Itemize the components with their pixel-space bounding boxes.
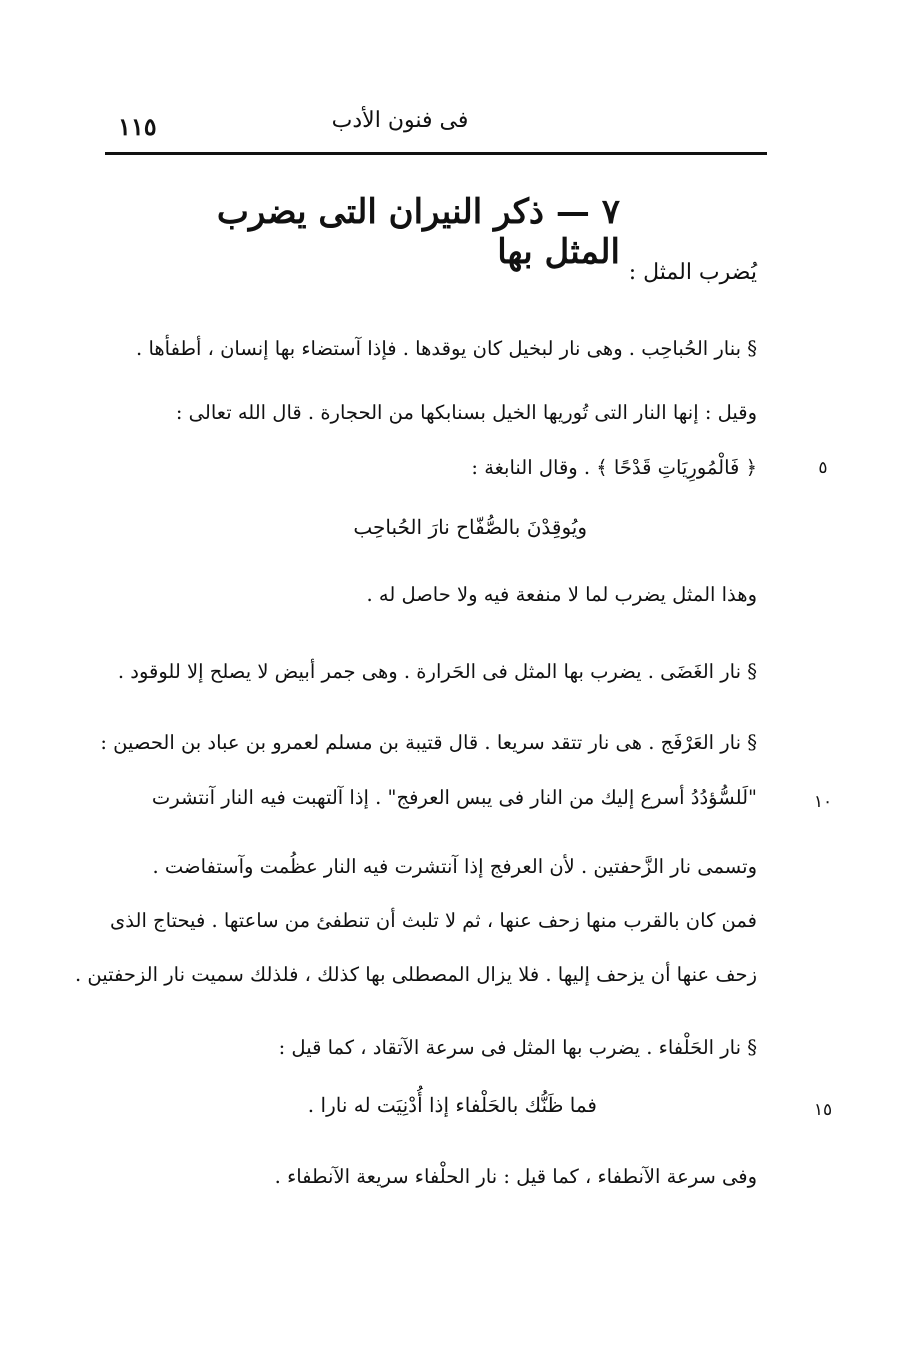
text-line-8: "لَلسُّؤدُدُ أسرع إليك من النار فى يبس العرفج" . إذا آلتهبت فيه النار آنتشرت bbox=[151, 786, 757, 809]
text-line-6: § نار الغَضَى . يضرب بها المثل فى الحَرارة . وهى جمر أبيض لا يصلح إلا للوقود . bbox=[117, 660, 757, 683]
text-line-1: يُضرب المثل : bbox=[628, 260, 757, 285]
text-line-11: زحف عنها أن يزحف إليها . فلا يزال المصطلى بها كذلك ، فلذلك سميت نار الزحفتين . bbox=[74, 963, 757, 986]
margin-line-number: ١٥ bbox=[813, 1100, 833, 1120]
text-line-12: § نار الحَلْفاء . يضرب بها المثل فى سرعة الآتقاد ، كما قيل : bbox=[278, 1036, 757, 1059]
text-line-9: وتسمى نار الزَّحفتين . لأن العرفج إذا آنتشرت فيه النار عظُمت وآستفاضت . bbox=[152, 855, 757, 878]
text-line-5: وهذا المثل يضرب لما لا منفعة فيه ولا حاصل له . bbox=[366, 583, 757, 606]
section-title: ٧ — ذكر النيران التى يضرب المثل بها bbox=[216, 192, 620, 272]
verse-1: ويُوقِدْنَ بالصُّفّاح نارَ الحُباحِب bbox=[353, 515, 587, 539]
text-line-3: وقيل : إنها النار التى تُوريها الخيل بسنابكها من الحجارة . قال الله تعالى : bbox=[175, 401, 757, 424]
margin-line-number: ٥ bbox=[818, 458, 828, 478]
margin-line-number: ١٠ bbox=[813, 792, 833, 812]
header-rule bbox=[105, 152, 767, 155]
page-number: ١١٥ bbox=[118, 112, 157, 141]
verse-2: فما ظَنُّك بالحَلْفاء إذا أُدْنِيَت له نارا . bbox=[307, 1093, 597, 1117]
text-line-7: § نار العَرْفَج . هى نار تتقد سريعا . قال قتيبة بن مسلم لعمرو بن عباد بن الحصين : bbox=[100, 731, 757, 754]
text-line-2: § بنار الحُباحِب . وهى نار لبخيل كان يوقدها . فإذا آستضاء بها إنسان ، أطفأها . bbox=[136, 337, 757, 360]
text-line-13: وفى سرعة الآنطفاء ، كما قيل : نار الحلْفاء سريعة الآنطفاء . bbox=[274, 1165, 757, 1188]
text-line-10: فمن كان بالقرب منها زحف عنها ، ثم لا تلبث أن تنطفئ من ساعتها . فيحتاج الذى bbox=[110, 909, 757, 932]
text-line-4: ﴿ فَالْمُورِيَاتِ قَدْحًا ﴾ . وقال النابغة : bbox=[471, 456, 757, 479]
running-header-title: فى فنون الأدب bbox=[331, 108, 469, 133]
